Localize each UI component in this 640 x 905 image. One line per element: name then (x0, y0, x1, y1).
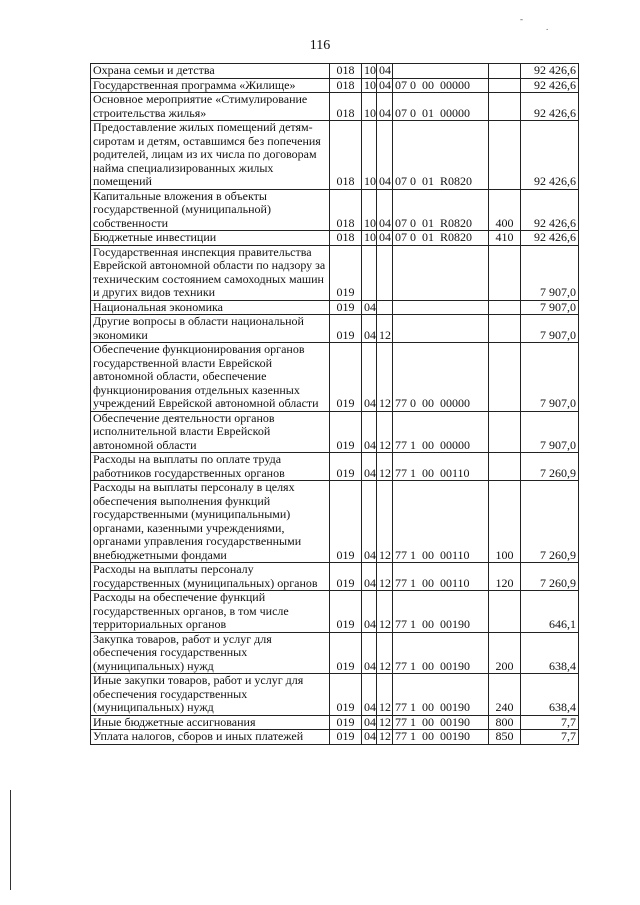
row-section-code: 04 (362, 411, 377, 453)
row-amount: 638,4 (521, 632, 579, 674)
row-subsection-code: 04 (377, 231, 393, 246)
row-section-code: 04 (362, 453, 377, 481)
row-grbs-code: 019 (330, 632, 362, 674)
row-grbs-code: 019 (330, 343, 362, 412)
row-target-code: 07 0 01 R0820 (393, 189, 489, 231)
row-name: Расходы на выплаты по оплате труда работников государственных органов (91, 453, 330, 481)
row-name: Основное мероприятие «Стимулирование строительства жилья» (91, 93, 330, 121)
row-section-code: 04 (362, 674, 377, 716)
row-section-code: 10 (362, 78, 377, 93)
row-subsection-code: 04 (377, 64, 393, 79)
row-section-code: 04 (362, 591, 377, 633)
table-row (91, 481, 579, 563)
row-grbs-code: 018 (330, 231, 362, 246)
row-name: Предоставление жилых помещений детям-сиротам и детям, оставшимся без попечения родителей, лицам из их числа по договорам найма специализированных жилых помещений (91, 121, 330, 190)
table-row (91, 64, 579, 79)
row-subsection-code: 04 (377, 121, 393, 190)
row-expense-type-code (489, 93, 521, 121)
row-grbs-code: 019 (330, 591, 362, 633)
table-row (91, 453, 579, 481)
row-name: Капитальные вложения в объекты государственной (муниципальной) собственности (91, 189, 330, 231)
row-grbs-code: 019 (330, 730, 362, 745)
table-row (91, 591, 579, 633)
table-row (91, 343, 579, 412)
row-subsection-code: 12 (377, 563, 393, 591)
row-name: Иные бюджетные ассигнования (91, 715, 330, 730)
row-expense-type-code: 100 (489, 481, 521, 563)
row-section-code: 04 (362, 730, 377, 745)
row-amount: 7,7 (521, 715, 579, 730)
row-subsection-code: 12 (377, 715, 393, 730)
row-expense-type-code (489, 64, 521, 79)
page-number: 116 (309, 38, 331, 53)
row-grbs-code: 019 (330, 245, 362, 300)
table-row (91, 730, 579, 745)
row-name: Уплата налогов, сборов и иных платежей (91, 730, 330, 745)
row-target-code: 77 1 00 00110 (393, 453, 489, 481)
row-section-code: 10 (362, 121, 377, 190)
scan-mark: . (546, 22, 549, 32)
row-grbs-code: 018 (330, 93, 362, 121)
row-name: Государственная программа «Жилище» (91, 78, 330, 93)
table-row (91, 300, 579, 315)
row-grbs-code: 019 (330, 411, 362, 453)
row-name: Охрана семьи и детства (91, 64, 330, 79)
row-expense-type-code (489, 411, 521, 453)
row-target-code: 77 1 00 00000 (393, 411, 489, 453)
row-grbs-code: 018 (330, 121, 362, 190)
row-target-code: 77 1 00 00190 (393, 591, 489, 633)
row-section-code: 04 (362, 315, 377, 343)
row-subsection-code: 04 (377, 189, 393, 231)
row-subsection-code: 12 (377, 411, 393, 453)
row-target-code: 77 1 00 00190 (393, 632, 489, 674)
row-expense-type-code (489, 121, 521, 190)
row-expense-type-code (489, 315, 521, 343)
budget-table-body (91, 64, 579, 745)
row-amount: 7 907,0 (521, 411, 579, 453)
row-amount: 7 907,0 (521, 245, 579, 300)
row-expense-type-code (489, 591, 521, 633)
row-expense-type-code (489, 300, 521, 315)
row-target-code: 07 0 01 R0820 (393, 121, 489, 190)
row-section-code: 04 (362, 563, 377, 591)
scan-mark: - (520, 14, 523, 24)
row-subsection-code: 12 (377, 632, 393, 674)
row-name: Расходы на выплаты персоналу государственных (муниципальных) органов (91, 563, 330, 591)
row-target-code: 07 0 01 00000 (393, 93, 489, 121)
scan-edge-line (10, 790, 11, 890)
row-grbs-code: 018 (330, 78, 362, 93)
table-row (91, 632, 579, 674)
row-target-code: 77 1 00 00110 (393, 481, 489, 563)
row-target-code: 77 0 00 00000 (393, 343, 489, 412)
row-expense-type-code: 800 (489, 715, 521, 730)
row-grbs-code: 019 (330, 481, 362, 563)
row-amount: 92 426,6 (521, 121, 579, 190)
row-expense-type-code: 200 (489, 632, 521, 674)
row-amount: 92 426,6 (521, 189, 579, 231)
row-target-code: 77 1 00 00190 (393, 674, 489, 716)
row-amount: 92 426,6 (521, 231, 579, 246)
row-amount: 92 426,6 (521, 78, 579, 93)
row-target-code: 77 1 00 00190 (393, 715, 489, 730)
table-row (91, 231, 579, 246)
row-section-code: 04 (362, 300, 377, 315)
row-subsection-code: 12 (377, 453, 393, 481)
row-target-code (393, 64, 489, 79)
row-subsection-code: 04 (377, 78, 393, 93)
row-target-code: 77 1 00 00190 (393, 730, 489, 745)
row-amount: 646,1 (521, 591, 579, 633)
table-row (91, 674, 579, 716)
row-subsection-code (377, 300, 393, 315)
row-expense-type-code: 240 (489, 674, 521, 716)
row-amount: 92 426,6 (521, 64, 579, 79)
row-subsection-code: 04 (377, 93, 393, 121)
row-target-code (393, 300, 489, 315)
row-grbs-code: 018 (330, 64, 362, 79)
row-grbs-code: 019 (330, 674, 362, 716)
row-name: Обеспечение функционирования органов государственной власти Еврейской автономной области, обеспечение функционирования отдельных казенных учреждений Еврейской автономной области (91, 343, 330, 412)
row-expense-type-code: 410 (489, 231, 521, 246)
row-grbs-code: 019 (330, 453, 362, 481)
table-row (91, 121, 579, 190)
row-section-code: 04 (362, 715, 377, 730)
row-target-code: 77 1 00 00110 (393, 563, 489, 591)
row-amount: 7 907,0 (521, 300, 579, 315)
table-row (91, 245, 579, 300)
row-amount: 7 907,0 (521, 315, 579, 343)
table-row (91, 563, 579, 591)
budget-table (90, 63, 579, 745)
table-row (91, 411, 579, 453)
row-subsection-code: 12 (377, 481, 393, 563)
table-row (91, 315, 579, 343)
table-row (91, 715, 579, 730)
row-section-code: 10 (362, 189, 377, 231)
row-grbs-code: 018 (330, 189, 362, 231)
row-target-code (393, 315, 489, 343)
row-amount: 7 260,9 (521, 563, 579, 591)
row-name: Бюджетные инвестиции (91, 231, 330, 246)
row-amount: 92 426,6 (521, 93, 579, 121)
row-expense-type-code (489, 453, 521, 481)
row-subsection-code: 12 (377, 730, 393, 745)
row-amount: 638,4 (521, 674, 579, 716)
row-section-code: 04 (362, 481, 377, 563)
row-amount: 7 260,9 (521, 481, 579, 563)
row-expense-type-code (489, 343, 521, 412)
row-name: Национальная экономика (91, 300, 330, 315)
row-section-code: 04 (362, 343, 377, 412)
row-expense-type-code: 850 (489, 730, 521, 745)
row-section-code: 04 (362, 632, 377, 674)
table-row (91, 189, 579, 231)
row-expense-type-code (489, 245, 521, 300)
row-section-code: 10 (362, 64, 377, 79)
row-name: Иные закупки товаров, работ и услуг для обеспечения государственных (муниципальных) нужд (91, 674, 330, 716)
row-expense-type-code: 120 (489, 563, 521, 591)
table-row (91, 93, 579, 121)
row-subsection-code: 12 (377, 343, 393, 412)
row-target-code: 07 0 01 R0820 (393, 231, 489, 246)
row-subsection-code: 12 (377, 674, 393, 716)
row-subsection-code (377, 245, 393, 300)
row-grbs-code: 019 (330, 300, 362, 315)
row-amount: 7 260,9 (521, 453, 579, 481)
row-amount: 7,7 (521, 730, 579, 745)
row-name: Государственная инспекция правительства Еврейской автономной области по надзору за техническим состоянием самоходных машин и других видов техники (91, 245, 330, 300)
row-expense-type-code: 400 (489, 189, 521, 231)
row-name: Закупка товаров, работ и услуг для обеспечения государственных (муниципальных) нужд (91, 632, 330, 674)
row-target-code: 07 0 00 00000 (393, 78, 489, 93)
row-name: Расходы на обеспечение функций государственных органов, в том числе территориальных органов (91, 591, 330, 633)
row-subsection-code: 12 (377, 591, 393, 633)
row-target-code (393, 245, 489, 300)
row-amount: 7 907,0 (521, 343, 579, 412)
row-expense-type-code (489, 78, 521, 93)
row-section-code: 10 (362, 93, 377, 121)
row-section-code (362, 245, 377, 300)
row-subsection-code: 12 (377, 315, 393, 343)
row-section-code: 10 (362, 231, 377, 246)
table-row (91, 78, 579, 93)
row-grbs-code: 019 (330, 563, 362, 591)
row-name: Другие вопросы в области национальной экономики (91, 315, 330, 343)
row-name: Расходы на выплаты персоналу в целях обеспечения выполнения функций государственными (муниципальными) органами, казенными учреждениями, органами управления государственными внебюджетными фондами (91, 481, 330, 563)
row-grbs-code: 019 (330, 715, 362, 730)
row-grbs-code: 019 (330, 315, 362, 343)
row-name: Обеспечение деятельности органов исполнительной власти Еврейской автономной области (91, 411, 330, 453)
